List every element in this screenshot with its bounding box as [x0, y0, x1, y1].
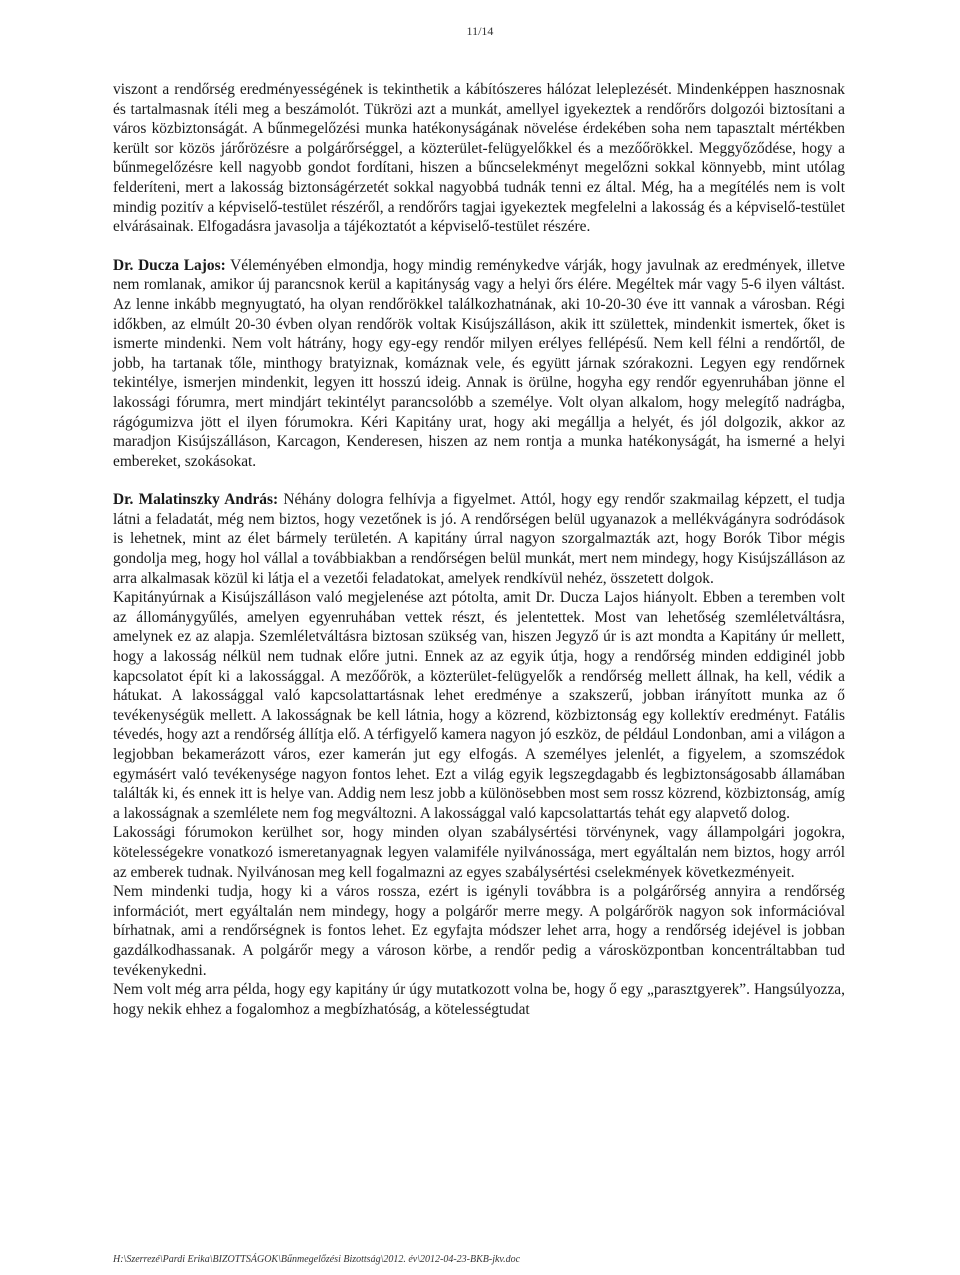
- paragraph-gap: [113, 471, 845, 490]
- paragraph-malatinszky: [113, 490, 845, 588]
- paragraph-text: Nem volt még arra példa, hogy egy kapitány úr úgy mutatkozott volna be, hogy ő egy „parasztgyerek”. Hangsúlyozza, hogy nekik ehhez a fogalomhoz a megbízhatóság, a kötelességtudat: [113, 981, 845, 1018]
- paragraph-parasztgyerek: [113, 980, 845, 1019]
- paragraph-text: Néhány dologra felhívja a figyelmet. Attól, hogy egy rendőr szakmailag képzett, el tudja látni a feladatát, még nem biztos, hogy vezetőnek is jó. A rendőrségen belül ugyanazok a mellékvágányra sodródások is lehetnek, mint az élet bármely területén. A kapitány úrral nagyon szorgalmazták azt, hogy Borók Tibor mégis gondolja meg, hogy hol vállal a továbbiakban a rendőrségen belül munkát, mert nem mindegy, hogy Kisújszálláson az arra alkalmasak közül ki látja el a vezetői feladatokat, amelyek rendkívül nehéz, összetett dolgok.: [113, 491, 845, 587]
- paragraph-text: Lakossági fórumokon kerülhet sor, hogy minden olyan szabálysértési törvénynek, vagy állampolgári jogokra, kötelességekre vonatkozó ismeretanyagnak legyen valamiféle nyilvánossága, mert egyáltalán nem biztos, hogy arról az emberek tudnak. Nyilvánosan meg kell fogalmazni az egyes szabálysértési cselekmények következményeit.: [113, 824, 845, 881]
- paragraph-kapitany: [113, 588, 845, 823]
- paragraph-text: Nem mindenki tudja, hogy ki a város rossza, ezért is igényli továbbra is a polgárőrség annyira a rendőrség információt, mert egyáltalán nem mindegy, hogy a polgárőr merre megy. A polgárőrök nagyon sok információval bírhatnak, ami a rendőrségnek is fontos lehet. Ez egyfajta módszer lehet arra, hogy a rendőrség idejével is jobban gazdálkodhassanak. A polgárőr megy a városon körbe, a rendőr pedig a városközpontban koncentráltabban tud tevékenykedni.: [113, 883, 845, 979]
- paragraph-intro: [113, 80, 845, 237]
- paragraph-gap: [113, 237, 845, 256]
- paragraph-text: Kapitányúrnak a Kisújszálláson való megjelenése azt pótolta, amit Dr. Ducza Lajos hiányolt. Ebben a teremben volt az állománygyűlés, amelyen egyenruhában vettek részt, és jelentettek. Most van lehetőség szemléletváltásra, amelynek ez az alapja. Szemléletváltásra biztosan szükség van, hiszen Jegyző úr is azt mondta a Kapitány úr mellett, hogy a lakosság nélkül nem tudnak előre jutni. Ennek az az egyik útja, hogy a rendőrség minden eddiginél jobb kapcsolatot épít ki a lakossággal. A mezőőrök, a közterület-felügyelők a rendőrség mellett állnak, ha kell, védik a hátukat. A lakossággal való kapcsolattartásnak lehet eredménye a szakszerű, jobban irányított munka az ő tevékenységük mellett. A lakosságnak be kell látnia, hogy a közrend, közbiztonság egy kollektív eredményt. Fatális tévedés, hogy azt a rendőrség állítja elő. A térfigyelő kamera nagyon jó eszköz, de például Londonban, ami a világon a legjobban bekamerázott város, ezer kamerán jut egy elfogás. A személyes jelenlét, a figyelem, a szomszédok egymásért való tevékenysége nagyon fontos lehet. Ezt a világ egyik legszegdagabb és legbiztonságosabb államában találták ki, és ennek itt is helye van. Addig nem lesz jobb a különösebben most sem rossz közrend, közbiztonság, amíg a lakosságnak a szemlélete nem fog megváltozni. A lakossággal való kapcsolattartás tehát egy alapvető dolog.: [113, 589, 845, 822]
- paragraph-text: Véleményében elmondja, hogy mindig reménykedve várják, hogy javulnak az eredmények, illetve nem romlanak, amikor új parancsnok kerül a kapitányság vagy a helyi őrs élére. Megéltek már vagy 5-6 ilyen váltást. Az lenne inkább megnyugtató, ha olyan rendőrökkel találkozhatnának, aki 10-20-30 éve itt vannak a városban. Régi időkben, az elmúlt 20-30 évben olyan rendőrök voltak Kisújszálláson, akik itt születtek, mindenkit ismertek, őket is ismerte mindenki. Nem volt hátrány, hogy egy-egy rendőr milyen erélyes fellépésű. Nem kell félni a rendőrtől, de jobb, ha tartanak tőle, minthogy bratyiznak, komáznak vele, és együtt járnak szórakozni. Legyen egy rendőrnek tekintélye, ismerjen mindenkit, legyen itt hosszú ideig. Annak is örülne, hogyha egy rendőr egyenruhában jönne el lakossági fórumra, mert mindjárt tekintélyt parancsolóbb a személye. Volt olyan alkalom, hogy melegítő nadrágba, rágógumizva jött el ilyen fórumokra. Kéri Kapitány urat, hogy aki megállja a helyét, és jól dolgozik, akkor az maradjon Kisújszálláson, Karcagon, Kenderesen, hiszen az nem rontja a munka hatékonyságát, ha ismerné a helyi embereket, szokásokat.: [113, 256, 845, 470]
- document-body: [113, 80, 845, 1019]
- paragraph-polgaror: [113, 882, 845, 980]
- paragraph-forum: [113, 823, 845, 882]
- file-path-footer: H:\Szerrezé\Pardi Erika\BIZOTTSÁGOK\Bűnmegelőzési Bizottság\2012. év\2012-04-23-BKB-jkv.doc: [113, 1254, 521, 1265]
- page-number: 11/14: [466, 24, 494, 38]
- speaker-name: Dr. Ducza Lajos:: [113, 256, 226, 274]
- paragraph-text: viszont a rendőrség eredményességének is tekinthetik a kábítószeres hálózat leleplezését. Mindenképpen hasznosnak és tartalmasnak ítéli meg a beszámolót. Tükrözi azt a munkát, amellyel igyekeztek a rendőrőrs dolgozói biztosítani a város közbiztonságát. A bűnmegelőzési munka hatékonyságának növelése érdekében soha nem tapasztalt mértékben került sor közös járőrözésre a polgárőrséggel, a közterület-felügyelőkkel és a mezőőrökkel. Meggyőződése, hogy a bűnmegelőzésre kell nagyobb gondot fordítani, hiszen a bűncselekményt megelőzni sokkal könnyebb, mint utólag felderíteni, mert a lakosság biztonságérzetét sokkal nagyobbá tudnák tenni ez által. Még, ha a megítélés nem is volt mindig pozitív a képviselő-testület részéről, a rendőrőrs tagjai igyekeztek megfelelni a lakosság és a képviselő-testület elvárásainak. Elfogadásra javasolja a tájékoztatót a képviselő-testület részére.: [113, 81, 845, 236]
- speaker-name: Dr. Malatinszky András:: [113, 491, 279, 509]
- paragraph-ducza: [113, 256, 845, 472]
